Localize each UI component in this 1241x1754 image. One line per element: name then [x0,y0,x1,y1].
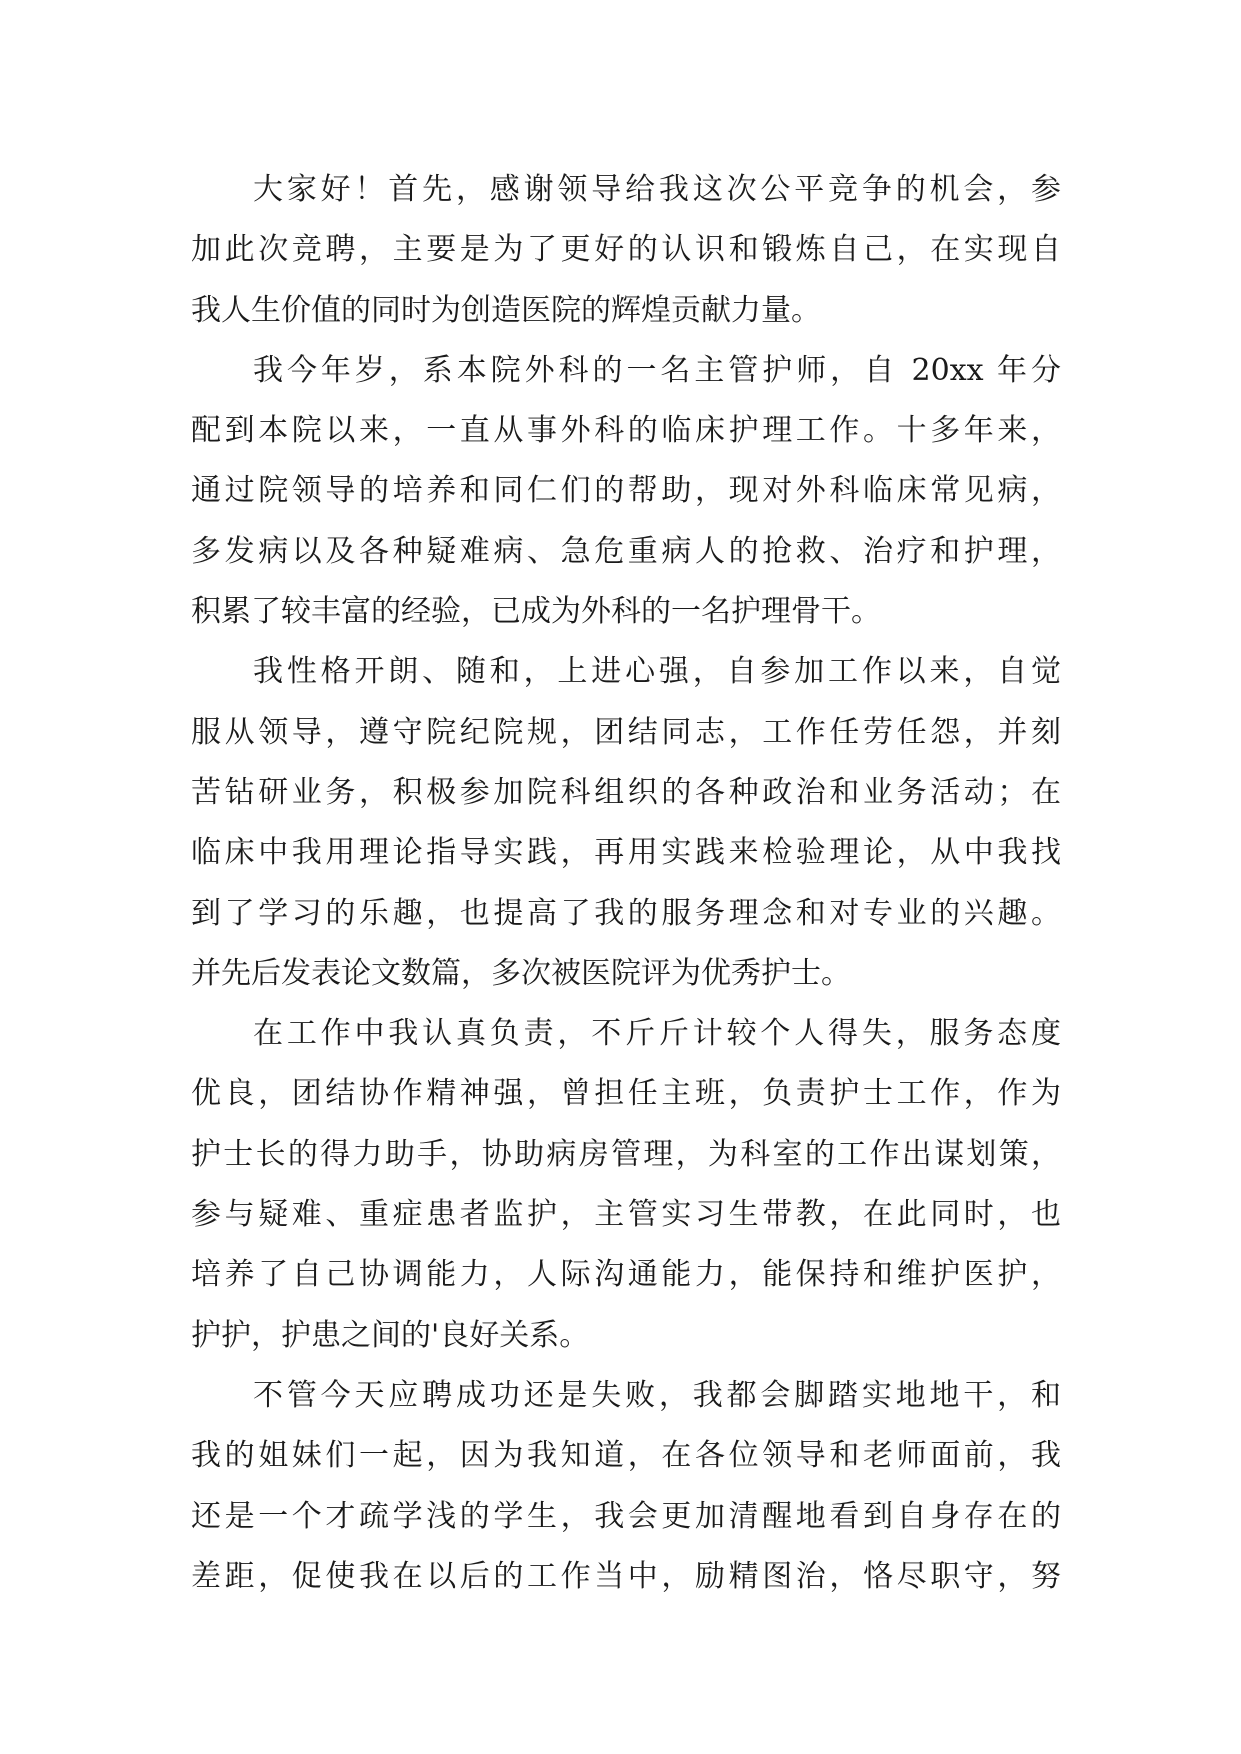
text-line: 差距，促使我在以后的工作当中，励精图治，恪尽职守，努 [191,1558,1061,1594]
text-line: 培养了自己协调能力，人际沟通能力，能保持和维护医护， [191,1257,1061,1293]
document-body [191,160,1061,1607]
text-line: 配到本院以来，一直从事外科的临床护理工作。十多年来， [191,413,1061,449]
text-line: 加此次竞聘，主要是为了更好的认识和锻炼自己，在实现自 [191,232,1061,268]
text-line: 积累了较丰富的经验，已成为外科的一名护理骨干。 [191,594,881,630]
text-line: 我性格开朗、随和，上进心强，自参加工作以来，自觉 [253,654,1061,690]
text-line: 护护，护患之间的'良好关系。 [191,1317,590,1353]
text-line: 我的姐妹们一起，因为我知道，在各位领导和老师面前，我 [191,1438,1061,1474]
text-line: 临床中我用理论指导实践，再用实践来检验理论，从中我找 [191,835,1061,871]
paragraph [191,1004,1061,1366]
text-line: 多发病以及各种疑难病、急危重病人的抢救、治疗和护理， [191,533,1061,569]
text-line: 服从领导，遵守院纪院规，团结同志，工作任劳任怨，并刻 [191,714,1061,750]
text-line: 我人生价值的同时为创造医院的辉煌贡献力量。 [191,292,821,328]
paragraph [191,1366,1061,1607]
text-line: 护士长的得力助手，协助病房管理，为科室的工作出谋划策， [191,1136,1061,1172]
text-line: 大家好！首先，感谢领导给我这次公平竞争的机会，参 [253,172,1061,207]
text-line: 并先后发表论文数篇，多次被医院评为优秀护士。 [191,955,851,991]
text-line: 优良，团结协作精神强，曾担任主班，负责护士工作，作为 [191,1076,1061,1112]
paragraph [191,642,1061,1004]
text-line: 苦钻研业务，积极参加院科组织的各种政治和业务活动；在 [191,774,1061,810]
text-line: 到了学习的乐趣，也提高了我的服务理念和对专业的兴趣。 [191,895,1061,931]
text-line: 参与疑难、重症患者监护，主管实习生带教，在此同时，也 [191,1197,1061,1233]
text-line: 不管今天应聘成功还是失败，我都会脚踏实地地干，和 [253,1377,1061,1413]
text-line: 还是一个才疏学浅的学生，我会更加清醒地看到自身存在的 [191,1498,1061,1534]
text-line: 通过院领导的培养和同仁们的帮助，现对外科临床常见病， [191,473,1061,509]
paragraph [191,341,1061,642]
text-line: 在工作中我认真负责，不斤斤计较个人得失，服务态度 [253,1016,1061,1052]
text-line: 我今年岁，系本院外科的一名主管护师，自 20xx 年分 [253,352,1061,388]
paragraph [191,160,1061,341]
